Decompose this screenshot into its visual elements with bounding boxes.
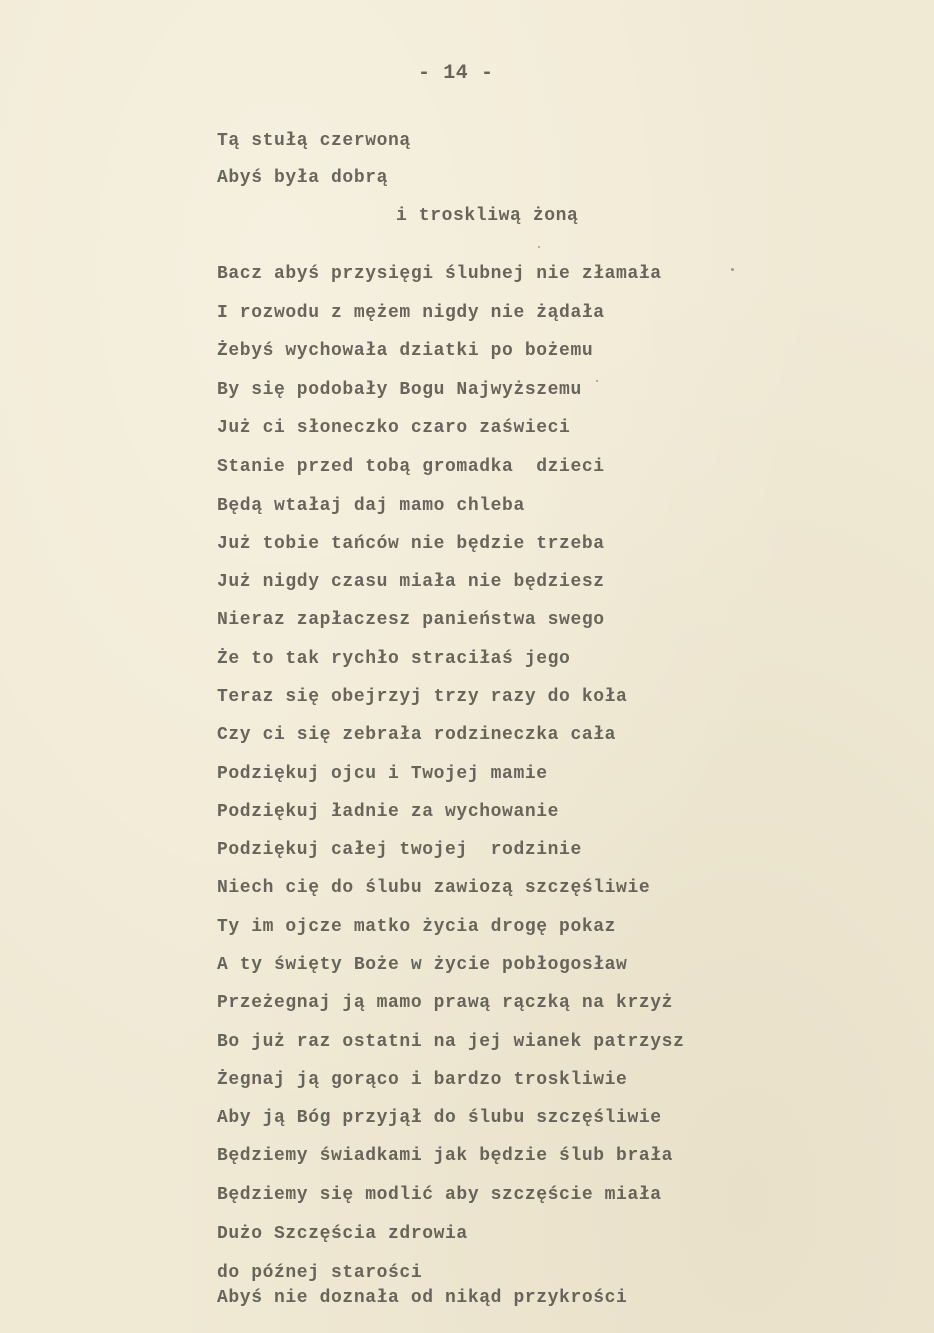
poem-line: do późnej starości: [217, 1263, 423, 1283]
poem-line: Czy ci się zebrała rodzineczka cała: [217, 725, 617, 745]
poem-line-opening-3: i troskliwą żoną: [396, 206, 579, 226]
poem-line: Bacz abyś przysięgi ślubnej nie złamała: [217, 264, 662, 284]
poem-line: Abyś nie doznała od nikąd przykrości: [217, 1288, 628, 1308]
poem-line: Podziękuj ojcu i Twojej mamie: [217, 764, 548, 784]
poem-line: I rozwodu z mężem nigdy nie żądała: [217, 303, 605, 323]
poem-line-opening-1: Tą stułą czerwoną: [217, 131, 411, 151]
poem-line: Że to tak rychło straciłaś jego: [217, 649, 571, 669]
poem-line: Podziękuj ładnie za wychowanie: [217, 802, 560, 822]
poem-line: Już tobie tańców nie będzie trzeba: [217, 534, 605, 554]
poem-line: Żebyś wychowała dziatki po bożemu: [217, 341, 594, 361]
poem-line: Podziękuj całej twojej rodzinie: [217, 840, 582, 860]
paper-speck: [731, 268, 734, 271]
poem-line: By się podobały Bogu Najwyższemu: [217, 380, 582, 400]
poem-line-opening-2: Abyś była dobrą: [217, 168, 389, 188]
page-number: - 14 -: [418, 62, 494, 85]
poem-line: Już ci słoneczko czaro zaświeci: [217, 418, 571, 438]
poem-line: Już nigdy czasu miała nie będziesz: [217, 572, 605, 592]
poem-line: Żegnaj ją gorąco i bardzo troskliwie: [217, 1070, 628, 1090]
poem-line: Bo już raz ostatni na jej wianek patrzysz: [217, 1032, 685, 1052]
poem-line: Niech cię do ślubu zawiozą szczęśliwie: [217, 878, 651, 898]
poem-line: Będą wtałaj daj mamo chleba: [217, 496, 525, 516]
poem-line: Aby ją Bóg przyjął do ślubu szczęśliwie: [217, 1108, 662, 1128]
paper-speck: [596, 380, 598, 382]
poem-line: Teraz się obejrzyj trzy razy do koła: [217, 687, 628, 707]
poem-line: Ty im ojcze matko życia drogę pokaz: [217, 917, 617, 937]
poem-line: A ty święty Boże w życie pobłogosław: [217, 955, 628, 975]
poem-line: Dużo Szczęścia zdrowia: [217, 1224, 468, 1244]
poem-line: Nieraz zapłaczesz panieństwa swego: [217, 610, 605, 630]
poem-line: Przeżegnaj ją mamo prawą rączką na krzyż: [217, 993, 674, 1013]
poem-line: Stanie przed tobą gromadka dzieci: [217, 457, 605, 477]
paper-speck: [538, 246, 540, 248]
poem-line: Będziemy się modlić aby szczęście miała: [217, 1185, 662, 1205]
poem-line: Będziemy świadkami jak będzie ślub brała: [217, 1146, 674, 1166]
